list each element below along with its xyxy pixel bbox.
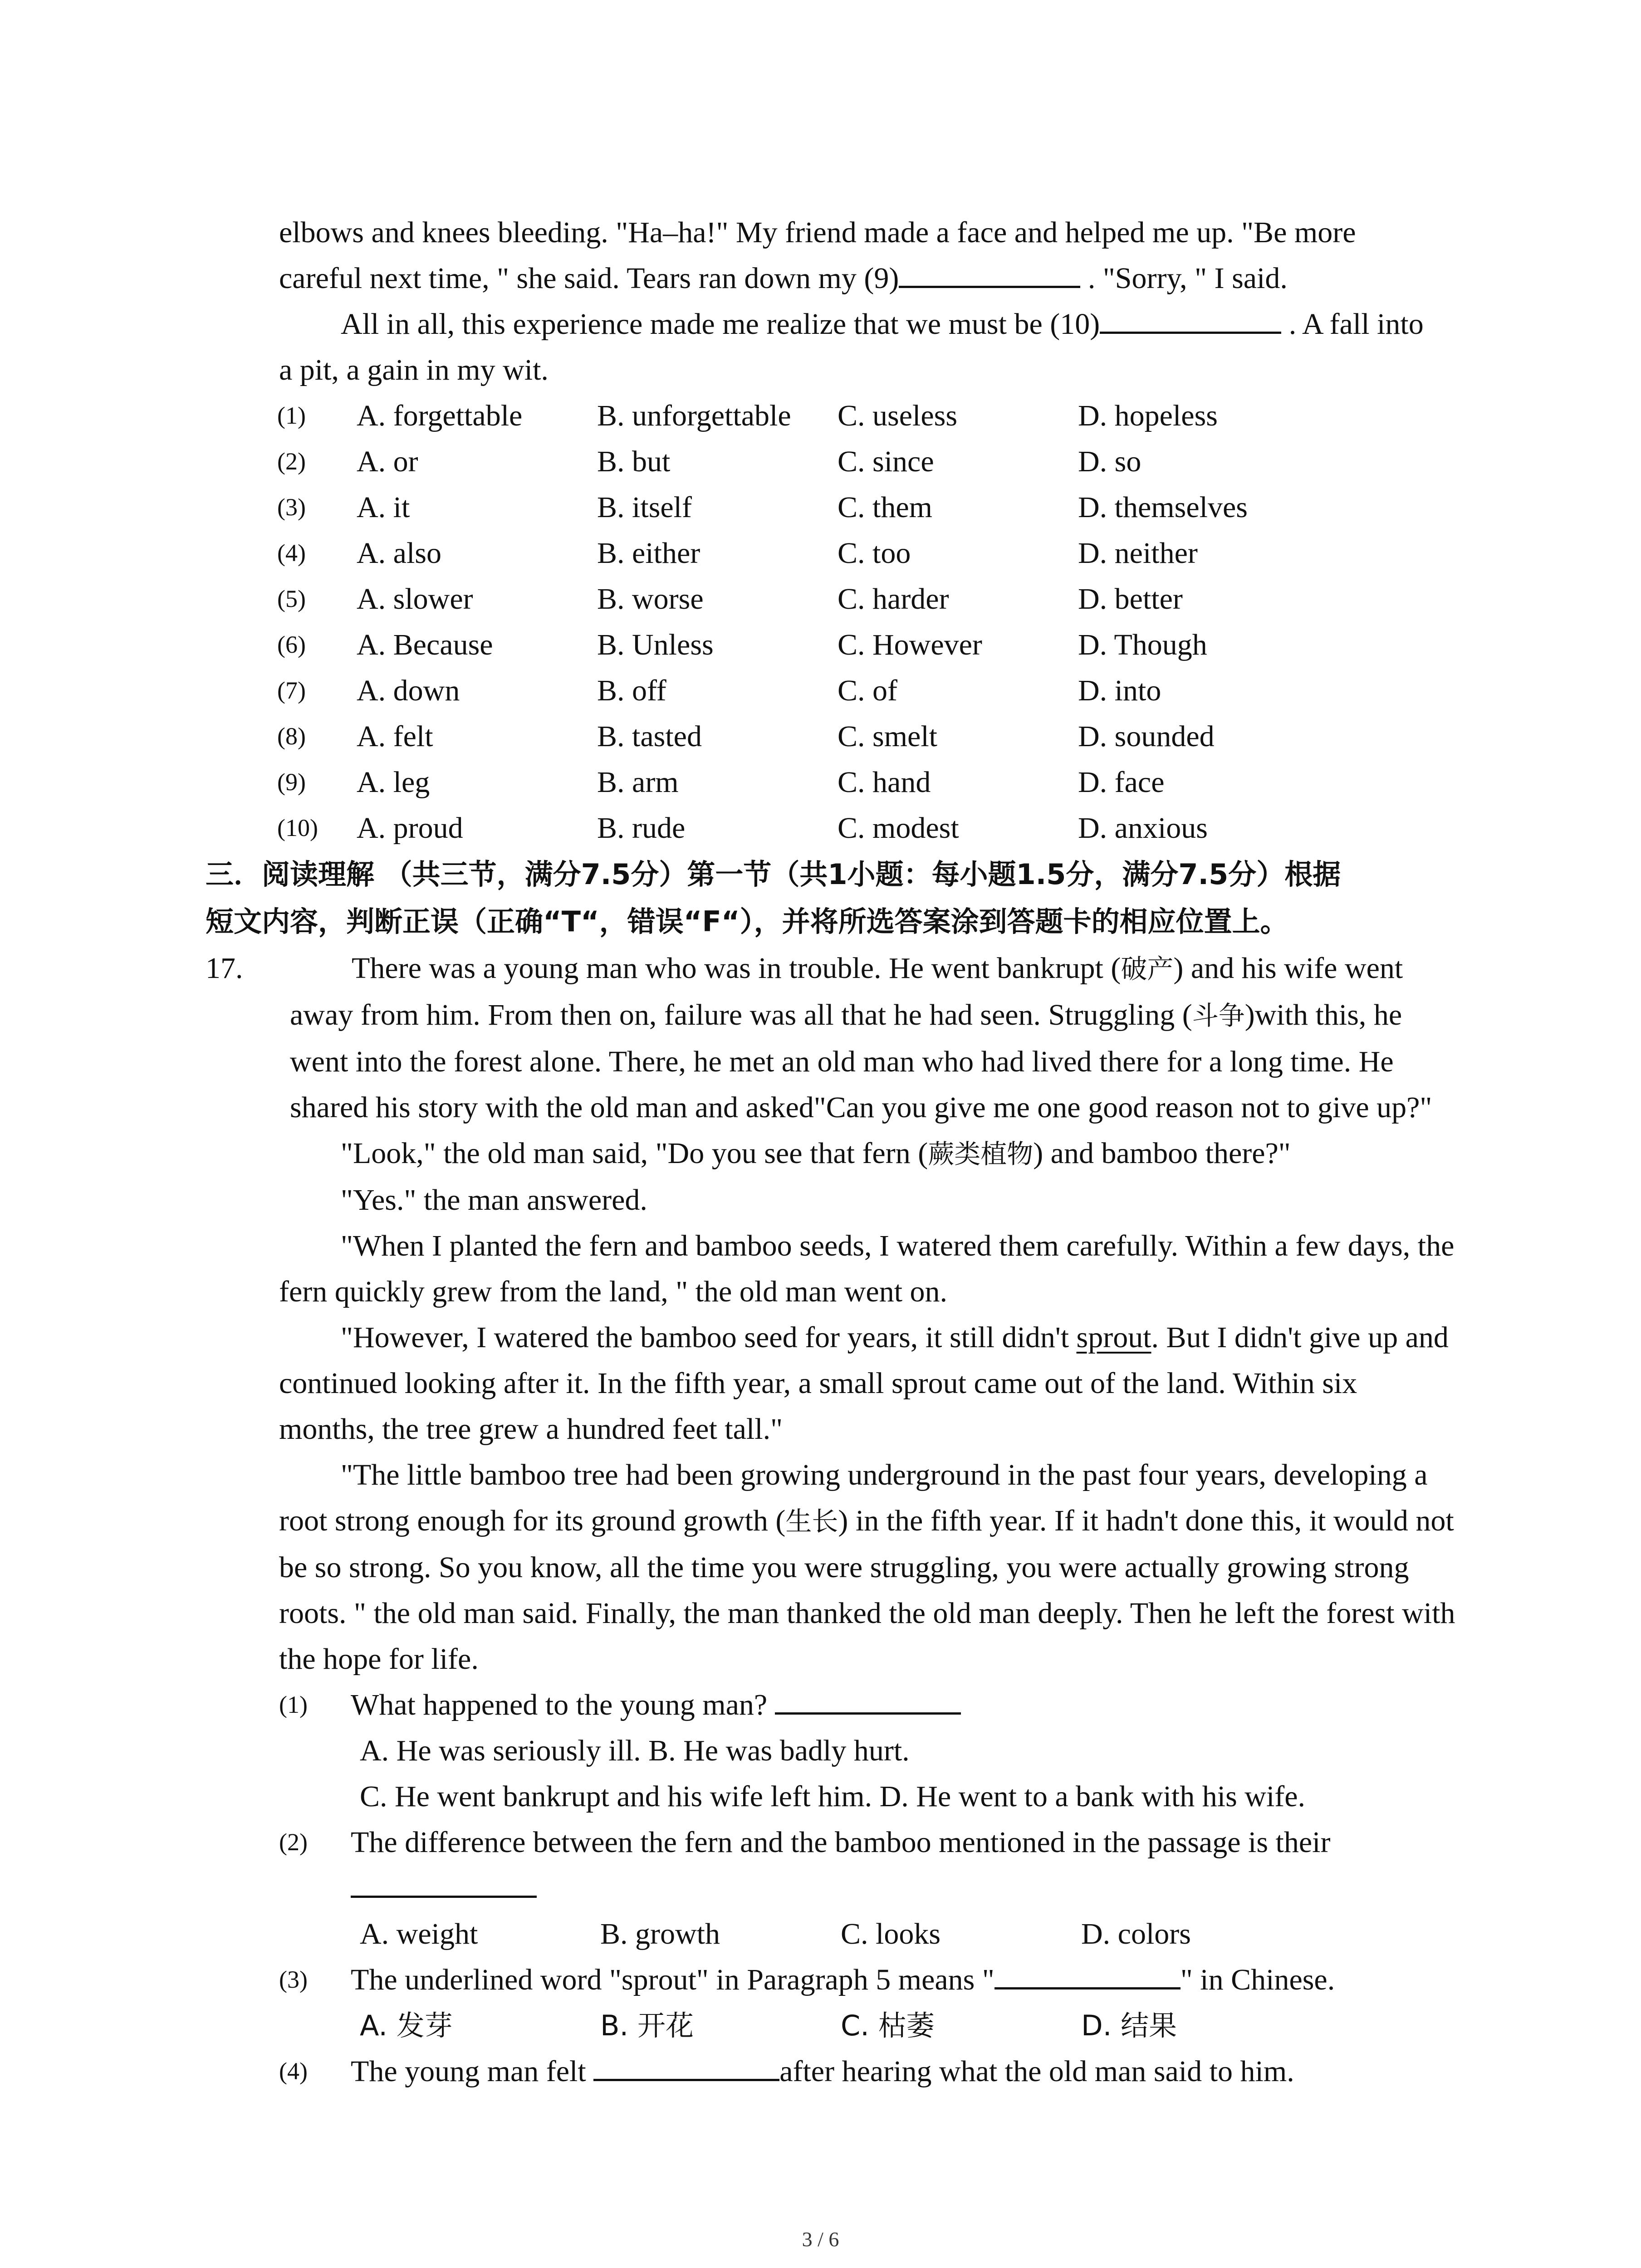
option-a: A. weight (360, 1917, 478, 1950)
question-17 (206, 945, 1459, 1130)
passage-text: ) and bamboo there?" (1033, 1137, 1291, 1170)
sub-question-text (351, 2048, 1459, 2094)
sub-question-number: (3) (279, 1966, 308, 1993)
cloze-item-number: (3) (277, 494, 306, 521)
passage-text: "Look," the old man said, "Do you see that fern ( (341, 1137, 928, 1170)
sub-question-number: (2) (279, 1828, 308, 1856)
answer-blank (351, 1871, 537, 1898)
cloze-option-b: B. rude (597, 811, 686, 845)
passage-paragraph (279, 1452, 1459, 1682)
cloze-option-b: B. arm (597, 766, 679, 799)
cloze-option-b: B. unforgettable (597, 399, 791, 432)
cloze-option-c: C. useless (838, 399, 957, 432)
chinese-gloss: 生长 (785, 1506, 838, 1537)
passage-text: "However, I watered the bamboo seed for years, it still didn't (341, 1321, 1077, 1354)
answer-options (279, 1911, 1459, 1957)
answer-options (279, 2003, 1459, 2048)
cloze-item-number: (1) (277, 402, 306, 429)
spacer (279, 1865, 351, 1911)
passage-text: . A fall into (1281, 308, 1424, 341)
sub-question-text (351, 1957, 1459, 2003)
cloze-item-number: (7) (277, 677, 306, 704)
sub-question-4 (279, 2048, 1459, 2094)
passage-text: ) in the fifth year. If it hadn't done this, it would not be so strong. So you know, all the time you were struggling, you were actually growing strong roots. " the old man said. Finally, the man thanked the old man deeply. Then he left the forest with the hope for life. (279, 1504, 1455, 1676)
cloze-option-a: A. proud (357, 811, 463, 845)
question-stem: " in Chinese. (1180, 1963, 1335, 1996)
passage-text: There was a young man who was in trouble. He went bankrupt ( (352, 952, 1121, 985)
cloze-option-a: A. or (357, 445, 418, 478)
cloze-option-b: B. Unless (597, 628, 714, 661)
cloze-option-a: A. forgettable (357, 399, 523, 432)
option-b: B. 开花 (600, 2009, 694, 2042)
page-content (206, 210, 1459, 2094)
passage-paragraph: "When I planted the fern and bamboo seeds, I watered them carefully. Within a few days, the fern quickly grew from the land, " the old man went on. (279, 1229, 1455, 1308)
question-stem: after hearing what the old man said to him. (779, 2055, 1294, 2088)
section-heading-line: 短文内容，判断正误（正确“T“，错误“F“），并将所选答案涂到答题卡的相应位置上。 (206, 905, 1288, 938)
passage-line: elbows and knees bleeding. "Ha–ha!" My friend made a face and helped me up. "Be more (279, 216, 1356, 249)
blank-holder (351, 1865, 1459, 1911)
cloze-item-number: (2) (277, 448, 306, 475)
answer-blank (994, 1963, 1181, 1989)
answer-options: C. He went bankrupt and his wife left him. D. He went to a bank with his wife. (360, 1780, 1306, 1813)
cloze-option-a: A. down (357, 674, 460, 707)
cloze-option-c: C. harder (838, 582, 949, 616)
cloze-option-a: A. it (357, 491, 410, 524)
cloze-option-d: D. sounded (1078, 720, 1215, 753)
passage-paragraph (290, 945, 1459, 1130)
passage-text: . But I didn't give up and continued looking after it. In the fifth year, a small sprout came out of the land. Within six months, the tree grew a hundred feet tall." (279, 1321, 1449, 1446)
passage-text: All in all, this experience made me realize that we must be (10) (341, 308, 1100, 341)
option-d: D. colors (1081, 1917, 1191, 1950)
cloze-option-c: C. modest (838, 811, 959, 845)
answer-options: A. He was seriously ill. B. He was badly hurt. (360, 1734, 910, 1767)
cloze-option-c: C. too (838, 537, 911, 570)
question-stem: The young man felt (351, 2055, 594, 2088)
underlined-word: sprout (1076, 1321, 1151, 1354)
cloze-option-c: C. of (838, 674, 897, 707)
cloze-option-c: C. hand (838, 766, 931, 799)
cloze-option-a: A. leg (357, 766, 430, 799)
section-heading (206, 851, 1467, 945)
blank-row (279, 1865, 1459, 1911)
sub-question-text: The difference between the fern and the bamboo mentioned in the passage is their (351, 1826, 1331, 1859)
answer-blank-9 (899, 261, 1080, 288)
cloze-option-d: D. hopeless (1078, 399, 1218, 432)
option-b: B. growth (600, 1917, 720, 1950)
cloze-option-c: C. since (838, 445, 934, 478)
passage-paragraph (279, 1315, 1459, 1452)
option-d: D. 结果 (1081, 2009, 1177, 2042)
passage-text: "The little bamboo tree had been growing underground in the past four years, developing a root strong enough for its ground growth ( (279, 1458, 1428, 1537)
cloze-option-d: D. neither (1078, 537, 1198, 570)
answer-blank (593, 2054, 779, 2081)
passage-text: careful next time, " she said. Tears ran down my (9) (279, 262, 899, 295)
sub-question-1 (279, 1682, 1459, 1728)
cloze-option-d: D. anxious (1078, 811, 1208, 845)
cloze-option-d: D. Though (1078, 628, 1207, 661)
passage-line (279, 301, 1459, 347)
passage-text: . "Sorry, " I said. (1080, 262, 1288, 295)
passage-line (279, 255, 1459, 301)
cloze-option-d: D. themselves (1078, 491, 1248, 524)
sub-question-text (351, 1682, 1459, 1728)
cloze-option-d: D. so (1078, 445, 1141, 478)
cloze-option-c: C. However (838, 628, 982, 661)
cloze-option-b: B. worse (597, 582, 704, 616)
cloze-item-number: (5) (277, 585, 306, 612)
sub-question-number: (1) (279, 1691, 308, 1718)
question-stem: What happened to the young man? (351, 1688, 775, 1721)
cloze-options-table (277, 393, 1459, 851)
cloze-option-d: D. better (1078, 582, 1183, 616)
answer-blank (775, 1688, 961, 1715)
option-a: A. 发芽 (360, 2009, 453, 2042)
cloze-item-number: (6) (277, 631, 306, 658)
passage-paragraph: "Yes." the man answered. (341, 1183, 647, 1217)
sub-question-3 (279, 1957, 1459, 2003)
cloze-item-number: (4) (277, 539, 306, 567)
question-number: 17. (206, 952, 243, 985)
cloze-option-d: D. face (1078, 766, 1165, 799)
cloze-option-b: B. either (597, 537, 700, 570)
question-stem: The underlined word "sprout" in Paragraph 5 means " (351, 1963, 994, 1996)
section-heading-line: 三．阅读理解 （共三节，满分7.5分）第一节（共1小题：每小题1.5分，满分7.5分）根据 (206, 858, 1341, 891)
passage-text: ) and his wife went away from him. From then on, failure was all that he had seen. Struggling ( (290, 952, 1403, 1031)
passage-paragraph (279, 1130, 1459, 1177)
option-c: C. 枯萎 (841, 2009, 935, 2042)
answer-blank-10 (1100, 307, 1281, 334)
cloze-option-b: B. but (597, 445, 671, 478)
cloze-option-a: A. felt (357, 720, 433, 753)
cloze-item-number: (8) (277, 723, 306, 750)
cloze-option-a: A. Because (357, 628, 493, 661)
cloze-option-c: C. them (838, 491, 932, 524)
passage-line: a pit, a gain in my wit. (279, 353, 549, 386)
cloze-option-b: B. off (597, 674, 666, 707)
sub-question-2 (279, 1819, 1459, 1865)
cloze-option-c: C. smelt (838, 720, 938, 753)
cloze-option-a: A. slower (357, 582, 473, 616)
chinese-gloss: 蕨类植物 (928, 1139, 1034, 1169)
chinese-gloss: 破产 (1121, 953, 1174, 984)
chinese-gloss: 斗争 (1192, 1000, 1245, 1031)
option-c: C. looks (841, 1917, 941, 1950)
cloze-item-number: (10) (277, 814, 318, 841)
cloze-option-d: D. into (1078, 674, 1161, 707)
cloze-item-number: (9) (277, 768, 306, 796)
cloze-option-b: B. itself (597, 491, 692, 524)
cloze-option-b: B. tasted (597, 720, 702, 753)
passage-text: )with this, he went into the forest alone. There, he met an old man who had lived there for a long time. He shared his story with the old man and asked"Can you give me one good reason not to give up?" (290, 998, 1432, 1124)
page-number: 3 / 6 (802, 2228, 839, 2251)
cloze-option-a: A. also (357, 537, 441, 570)
sub-question-number: (4) (279, 2058, 308, 2085)
